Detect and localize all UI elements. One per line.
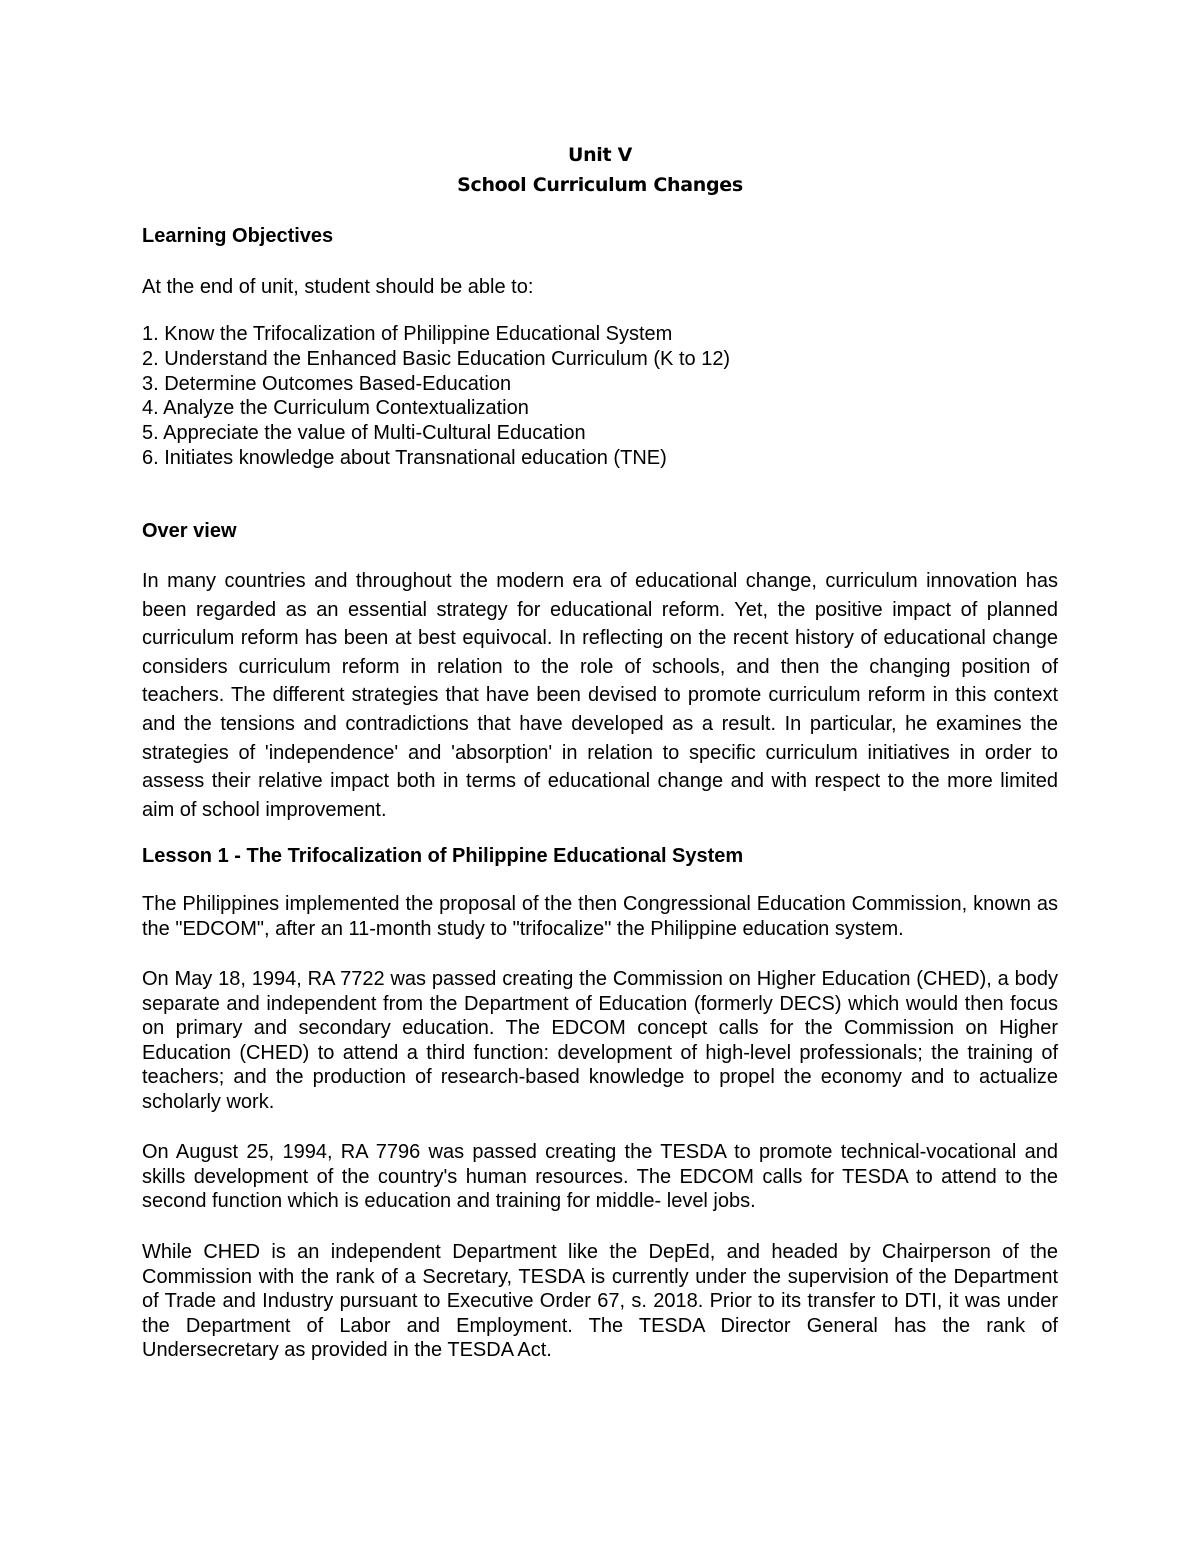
learning-objectives-heading: Learning Objectives: [142, 225, 334, 247]
unit-subtitle: School Curriculum Changes: [457, 174, 743, 196]
overview-paragraph: In many countries and throughout the modern era of educational change, curriculum innovation has been regarded as an essential strategy for educational reform. Yet, the positive impact of planned curriculum reform has been at best equivocal. In reflecting on the recent history of educational change considers curriculum reform in relation to the role of schools, and then the changing position of teachers. The different strategies that have been devised to promote curriculum reform in this context and the tensions and contradictions that have developed as a result. In particular, he examines the strategies of 'independence' and 'absorption' in relation to specific curriculum initiatives in order to assess their relative impact both in terms of educational change and with respect to the more limited aim of school improvement.: [142, 570, 1058, 821]
unit-title: Unit V: [567, 144, 633, 166]
objective-item: 3. Determine Outcomes Based-Education: [142, 372, 512, 395]
lesson-paragraph: While CHED is an independent Department like the DepEd, and headed by Chairperson of the Commission with the rank of a Secretary, TESDA is currently under the supervision of the Department of Trade and Industry pursuant to Executive Order 67, s. 2018. Prior to its transfer to DTI, it was under the Department of Labor and Employment. The TESDA Director General has the rank of Undersecretary as provided in the TESDA Act.: [142, 1241, 1058, 1362]
lesson-paragraph: On August 25, 1994, RA 7796 was passed creating the TESDA to promote technical-vocational and skills development of the country's human resources. The EDCOM calls for TESDA to attend to the second function which is education and training for middle- level jobs.: [142, 1141, 1058, 1213]
objective-item: 2. Understand the Enhanced Basic Education Curriculum (K to 12): [142, 347, 731, 370]
objective-item: 4. Analyze the Curriculum Contextualization: [142, 397, 529, 420]
lesson-paragraph: On May 18, 1994, RA 7722 was passed creating the Commission on Higher Education (CHED), a body separate and independent from the Department of Education (formerly DECS) which would then focus on primary and secondary education. The EDCOM concept calls for the Commission on Higher Education (CHED) to attend a third function: development of high-level professionals; the training of teachers; and the production of research-based knowledge to propel the economy and to actualize scholarly work.: [142, 968, 1058, 1113]
objective-item: 6. Initiates knowledge about Transnational education (TNE): [142, 446, 667, 469]
overview-heading: Over view: [142, 520, 237, 542]
objectives-intro: At the end of unit, student should be able to:: [142, 276, 534, 298]
objectives-list: [142, 322, 730, 471]
objective-item: 5. Appreciate the value of Multi-Cultural Education: [142, 422, 586, 445]
lesson-paragraph: The Philippines implemented the proposal of the then Congressional Education Commission, known as the "EDCOM", after an 11-month study to "trifocalize" the Philippine education system.: [142, 893, 1058, 940]
objective-item: 1. Know the Trifocalization of Philippine Educational System: [142, 323, 673, 345]
lesson-1-heading: Lesson 1 - The Trifocalization of Philippine Educational System: [142, 845, 744, 867]
